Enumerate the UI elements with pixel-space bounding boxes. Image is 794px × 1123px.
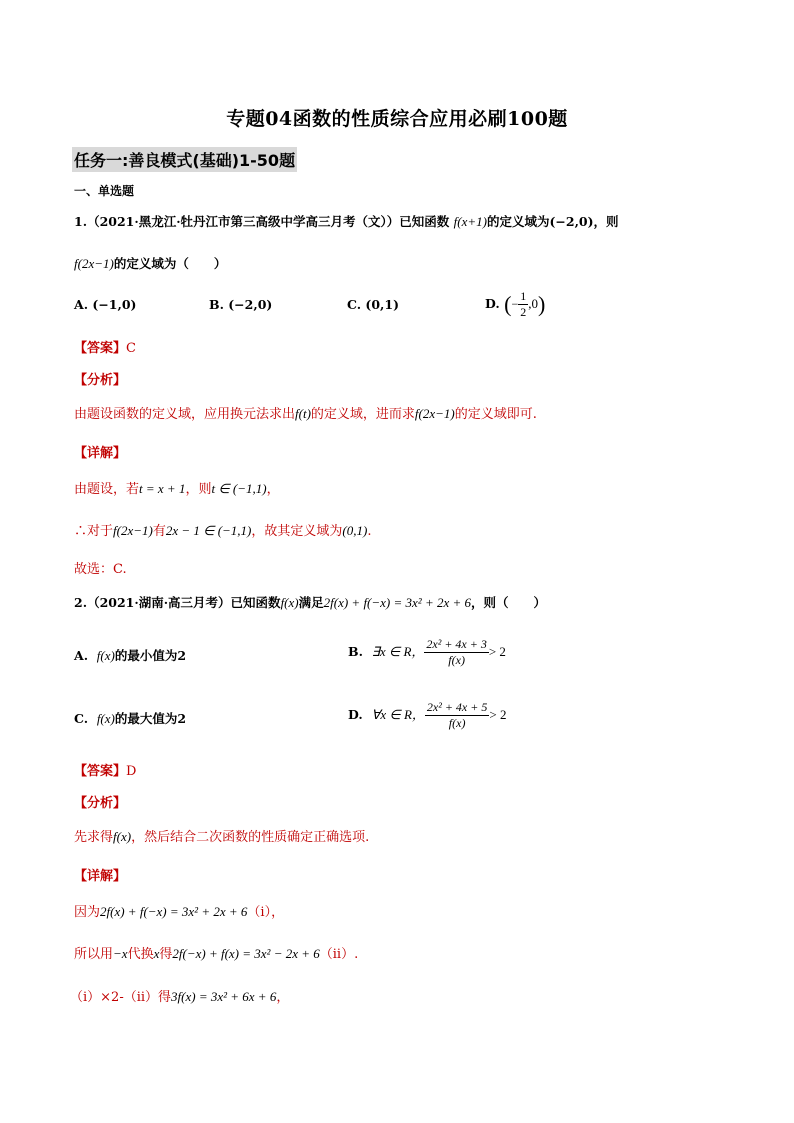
task-heading: 任务一:善良模式(基础)1-50题 — [72, 147, 297, 172]
q2-equation: 2f(x) + f(−x) = 3x² + 2x + 6 — [323, 595, 472, 610]
q1-answer-tag: 【答案】 — [74, 341, 127, 356]
q2-stem: 2.（2021·湖南·高三月考）已知函数f(x)满足2f(x) + f(−x) = 3x² + 2x + 6，则（ ） — [74, 595, 547, 610]
q2-detail-line1: 因为2f(x) + f(−x) = 3x² + 2x + 6（i）， — [74, 904, 285, 920]
q2-detail-line3: （i）×2-（ii）得3f(x) = 3x² + 6x + 6， — [70, 989, 290, 1005]
q1-source: （2021·黑龙江·牡丹江市第三高级中学高三月考（文））已知函数 — [87, 214, 450, 229]
q2-analysis-tag: 【分析】 — [74, 796, 127, 811]
q2-number: 2. — [74, 595, 88, 610]
q2-option-a: A. f(x)的最小值为2 — [74, 648, 187, 663]
q1-answer-value: C — [126, 341, 136, 356]
q2-source: （2021·湖南·高三月考）已知函数 — [87, 595, 281, 610]
q2-detail-tag: 【详解】 — [74, 869, 127, 884]
q1-detail-line2: ∴对于f(2x−1)有2x − 1 ∈ (−1,1)，故其定义域为(0,1). — [74, 523, 372, 539]
q2-analysis-text: 先求得f(x)，然后结合二次函数的性质确定正确选项. — [74, 829, 370, 845]
q1-option-d-fraction: − — [511, 297, 519, 312]
q2-answer — [74, 760, 136, 779]
q1-stem-line1 — [74, 212, 619, 230]
q1-expr-f-x-plus-1: f(x+1) — [453, 214, 487, 229]
section-heading: 一、单选题 — [74, 184, 135, 198]
q1-stem-line2 — [74, 254, 226, 272]
q2-option-d-fraction: $\frac{\text{2x² + 4x + 5}}{f(x)}$ — [426, 700, 488, 730]
q2-option-d: D. ∀x ∈ R， $\frac{\text{2x² + 4x + 5}}{f(x)}$ > 2 — [348, 700, 507, 730]
q1-option-a: A. (−1,0) — [74, 297, 137, 312]
q1-stem-end: 的定义域为（ ） — [113, 256, 227, 271]
q2-option-c: C. f(x)的最大值为2 — [74, 711, 187, 726]
q1-option-c: C. (0,1) — [347, 297, 400, 312]
q1-answer — [74, 337, 136, 356]
q1-analysis-text: 由题设函数的定义域，应用换元法求出f(t)的定义域，进而求f(2x−1)的定义域即可. — [74, 406, 537, 422]
q1-option-d-label: D. — [485, 296, 500, 311]
q1-option-d: D. (− $\frac{1}{2}$ ,0) — [485, 289, 546, 319]
q1-expr-f-2x-minus-1: f(2x−1) — [74, 256, 114, 271]
q1-option-b: B. (−2,0) — [209, 297, 273, 312]
q2-option-b: B. ∃x ∈ R， $\frac{\text{2x² + 4x + 3}}{f(x)}$ > 2 — [348, 637, 506, 667]
page-title: 专题04函数的性质综合应用必刷100题 — [226, 108, 568, 130]
q1-number: 1. — [74, 214, 88, 229]
q2-answer-value: D — [126, 764, 137, 779]
q1-detail-line1: 由题设，若t = x + 1，则t ∈ (−1,1)， — [74, 481, 280, 497]
q1-choose: 故选：C. — [74, 562, 127, 577]
q1-option-d-frac: $\frac{1}{2}$ — [520, 289, 527, 319]
q2-answer-tag: 【答案】 — [74, 764, 127, 779]
q2-option-b-fraction: $\frac{\text{2x² + 4x + 3}}{f(x)}$ — [426, 637, 487, 667]
q1-analysis-tag: 【分析】 — [74, 373, 127, 388]
q1-stem-mid: 的定义域为(−2,0)，则 — [486, 214, 619, 229]
q2-detail-line2: 所以用−x代换x得2f(−x) + f(x) = 3x² − 2x + 6（ii）. — [74, 946, 359, 962]
q1-detail-tag: 【详解】 — [74, 446, 127, 461]
